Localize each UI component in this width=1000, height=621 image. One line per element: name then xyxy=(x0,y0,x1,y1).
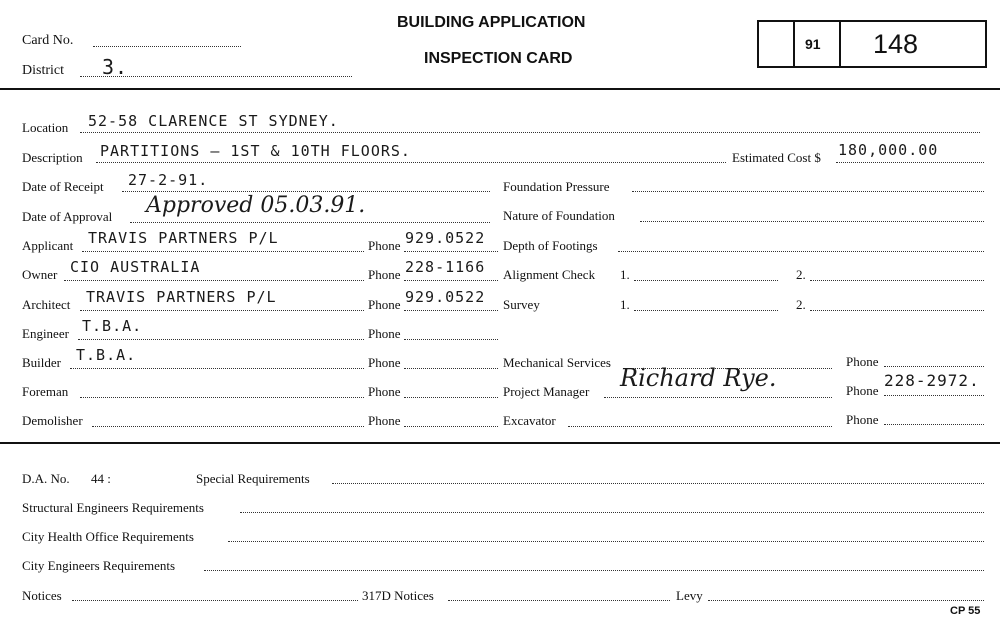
da-no-value: 44 : xyxy=(91,471,111,486)
demolisher-phone-label: Phone xyxy=(368,413,401,428)
alignment-check-field1[interactable] xyxy=(634,280,778,281)
project-manager-value: Richard Rye. xyxy=(620,364,777,392)
card-no-field[interactable] xyxy=(93,46,241,47)
project-manager-phone-field[interactable] xyxy=(884,395,984,396)
alignment-check-item1: 1. xyxy=(620,267,630,282)
alignment-check-label: Alignment Check xyxy=(503,267,596,282)
card-number-box xyxy=(757,20,987,68)
survey-label: Survey xyxy=(503,297,540,312)
box-divider-1 xyxy=(793,22,795,66)
excavator-label: Excavator xyxy=(503,413,556,428)
mechanical-services-phone-field[interactable] xyxy=(884,366,984,367)
depth-of-footings-label: Depth of Footings xyxy=(503,238,598,253)
demolisher-phone-field[interactable] xyxy=(404,426,498,427)
owner-value: CIO AUSTRALIA xyxy=(70,258,201,276)
levy-field[interactable] xyxy=(708,600,984,601)
excavator-phone-label: Phone xyxy=(846,412,879,427)
notices-label: Notices xyxy=(22,588,62,603)
foreman-field[interactable] xyxy=(80,397,364,398)
owner-field[interactable] xyxy=(64,280,364,281)
excavator-field[interactable] xyxy=(568,426,832,427)
date-of-receipt-value: 27-2-91. xyxy=(128,171,209,189)
foundation-pressure-field[interactable] xyxy=(632,191,984,192)
date-of-receipt-label: Date of Receipt xyxy=(22,179,104,194)
city-health-label: City Health Office Requirements xyxy=(22,529,194,544)
engineer-label: Engineer xyxy=(22,326,69,341)
architect-label: Architect xyxy=(22,297,71,312)
applicant-value: TRAVIS PARTNERS P/L xyxy=(88,229,279,247)
form-code: CP 55 xyxy=(950,605,981,617)
card-no-label: Card No. xyxy=(22,33,74,48)
description-label: Description xyxy=(22,150,83,165)
builder-phone-field[interactable] xyxy=(404,368,498,369)
architect-phone-label: Phone xyxy=(368,297,401,312)
architect-phone-field[interactable] xyxy=(404,310,498,311)
location-value: 52-58 CLARENCE ST SYDNEY. xyxy=(88,112,339,130)
survey-item1: 1. xyxy=(620,297,630,312)
applicant-field[interactable] xyxy=(82,251,364,252)
demolisher-label: Demolisher xyxy=(22,413,83,428)
owner-phone-field[interactable] xyxy=(404,280,498,281)
date-of-approval-label: Date of Approval xyxy=(22,209,113,224)
owner-phone-value: 228-1166 xyxy=(405,258,486,276)
applicant-phone-label: Phone xyxy=(368,238,401,253)
architect-phone-value: 929.0522 xyxy=(405,288,486,306)
project-manager-phone-value: 228-2972. xyxy=(884,371,980,390)
date-of-approval-field[interactable] xyxy=(130,222,490,223)
notices-317d-field[interactable] xyxy=(448,600,670,601)
depth-of-footings-field[interactable] xyxy=(618,251,984,252)
district-label: District xyxy=(22,63,64,78)
applicant-label: Applicant xyxy=(22,238,74,253)
levy-label: Levy xyxy=(676,588,703,603)
structural-engineers-field[interactable] xyxy=(240,512,984,513)
city-engineers-label: City Engineers Requirements xyxy=(22,558,176,573)
alignment-check-item2: 2. xyxy=(796,267,806,282)
engineer-value: T.B.A. xyxy=(82,317,143,335)
special-requirements-field[interactable] xyxy=(332,483,984,484)
notices-field[interactable] xyxy=(72,600,358,601)
engineer-phone-field[interactable] xyxy=(404,339,498,340)
city-engineers-field[interactable] xyxy=(204,570,984,571)
description-field[interactable] xyxy=(96,162,726,163)
nature-of-foundation-label: Nature of Foundation xyxy=(503,208,615,223)
header-rule xyxy=(0,88,1000,90)
estimated-cost-field[interactable] xyxy=(836,162,984,163)
architect-value: TRAVIS PARTNERS P/L xyxy=(86,288,277,306)
foreman-phone-field[interactable] xyxy=(404,397,498,398)
builder-phone-label: Phone xyxy=(368,355,401,370)
builder-value: T.B.A. xyxy=(76,346,137,364)
city-health-field[interactable] xyxy=(228,541,984,542)
survey-item2: 2. xyxy=(796,297,806,312)
mechanical-services-label: Mechanical Services xyxy=(503,355,611,370)
date-of-approval-value: Approved 05.03.91. xyxy=(146,193,366,218)
estimated-cost-label: Estimated Cost $ xyxy=(732,150,821,165)
foundation-pressure-label: Foundation Pressure xyxy=(503,179,610,194)
architect-field[interactable] xyxy=(80,310,364,311)
project-manager-field[interactable] xyxy=(604,397,832,398)
date-of-receipt-field[interactable] xyxy=(122,191,490,192)
notices-317d-label: 317D Notices xyxy=(362,588,434,603)
foreman-phone-label: Phone xyxy=(368,384,401,399)
owner-label: Owner xyxy=(22,267,58,282)
owner-phone-label: Phone xyxy=(368,267,401,282)
special-requirements-label: Special Requirements xyxy=(196,471,310,486)
nature-of-foundation-field[interactable] xyxy=(640,221,984,222)
structural-engineers-label: Structural Engineers Requirements xyxy=(22,500,204,515)
location-label: Location xyxy=(22,120,69,135)
section-rule xyxy=(0,442,1000,444)
builder-field[interactable] xyxy=(70,368,364,369)
box-year: 91 xyxy=(805,36,821,52)
project-manager-phone-label: Phone xyxy=(846,383,879,398)
survey-field1[interactable] xyxy=(634,310,778,311)
demolisher-field[interactable] xyxy=(92,426,364,427)
location-field[interactable] xyxy=(80,132,980,133)
engineer-field[interactable] xyxy=(78,339,364,340)
applicant-phone-value: 929.0522 xyxy=(405,229,486,247)
da-no-label: D.A. No. xyxy=(22,471,70,486)
box-number: 148 xyxy=(873,29,919,59)
project-manager-label: Project Manager xyxy=(503,384,590,399)
alignment-check-field2[interactable] xyxy=(810,280,984,281)
district-value: 3. xyxy=(102,55,129,79)
estimated-cost-value: 180,000.00 xyxy=(838,141,939,159)
foreman-label: Foreman xyxy=(22,384,69,399)
description-value: PARTITIONS – 1ST & 10TH FLOORS. xyxy=(100,142,411,160)
mechanical-services-phone-label: Phone xyxy=(846,354,879,369)
survey-field2[interactable] xyxy=(810,310,984,311)
box-divider-2 xyxy=(839,22,841,66)
builder-label: Builder xyxy=(22,355,61,370)
excavator-phone-field[interactable] xyxy=(884,424,984,425)
card-title-line2: INSPECTION CARD xyxy=(424,50,573,67)
card-title-line1: BUILDING APPLICATION xyxy=(397,14,586,31)
applicant-phone-field[interactable] xyxy=(404,251,498,252)
engineer-phone-label: Phone xyxy=(368,326,401,341)
